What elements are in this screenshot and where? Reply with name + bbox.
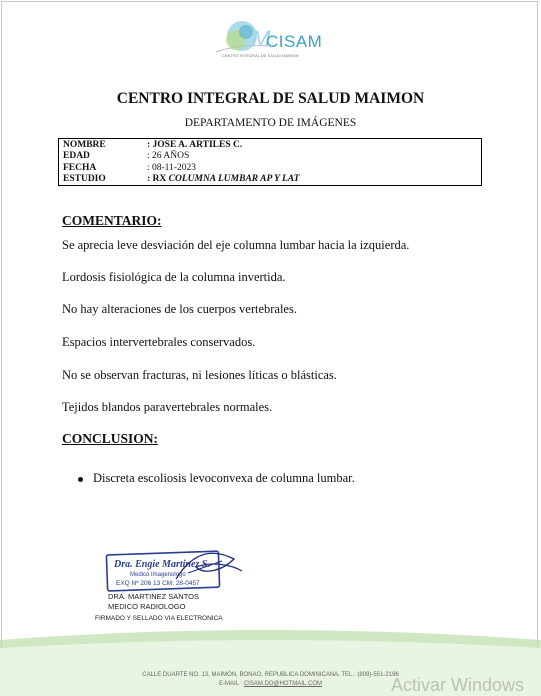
study-label: ESTUDIO [63,173,106,184]
svg-text:M: M [252,26,271,51]
cisam-logo [208,14,338,64]
patient-study-row [63,174,477,185]
comment-line: Espacios intervertebrales conservados. [62,335,256,349]
comment-line: Se aprecia leve desviación del eje columna lumbar hacia la izquierda. [62,238,410,252]
activation-watermark: Activar Windows [391,675,525,695]
patient-info-box [58,138,482,186]
study-prefix: : RX [147,173,167,184]
comment-line: No hay alteraciones de los cuerpos vertebrales. [62,302,297,316]
report-title: CENTRO INTEGRAL DE SALUD MAIMON [116,90,425,107]
doctor-role: MEDICO RADIOLOGO [108,602,186,611]
logo-tagline: CENTRO INTEGRAL DE SALUD MAIMON [222,53,299,58]
comment-line: No se observan fracturas, ni lesiones líticas o blásticas. [62,368,337,382]
stamp-name: Dra. Engie Martinez S. [114,559,210,570]
age-value: : 26 AÑOS [147,151,190,162]
department-subtitle: DEPARTAMENTO DE IMÁGENES [184,117,357,129]
date-value: : 08-11-2023 [147,162,196,173]
comment-line: Tejidos blandos paravertebrales normales. [62,400,273,414]
footer-email-link[interactable]: CISAM.DO@HOTMAIL.COM [243,681,322,687]
name-value: : JOSE A. ARTILES C. [147,140,243,150]
bullet-icon [78,477,83,482]
study-value: COLUMNA LUMBAR AP Y LAT [168,173,300,184]
stamp-title: Medico Imagenologo [130,572,186,578]
patient-age-row [63,151,477,162]
signature-block [108,592,199,612]
stamp-exeq: EXQ Nº 206 13 CM: 28-0457 [116,580,200,587]
comment-heading: COMENTARIO: [62,213,162,228]
patient-name-row [63,140,477,151]
comment-line: Lordosis fisiológica de la columna invertida. [62,270,286,284]
name-label: NOMBRE [63,140,106,150]
doctor-stamp [104,545,244,595]
logo-brand: CISAM [266,32,323,51]
signed-note: FIRMADO Y SELLADO VIA ELECTRONICA [95,615,223,622]
footer-email-label: E-MAIL : [219,681,243,687]
doctor-name: DRA. MARTINEZ SANTOS [108,592,199,601]
conclusion-heading: CONCLUSION: [62,431,159,446]
footer-address: CALLE DUARTE NO. 13, MAIMÓN, BONAO, REPUBLICA DOMINICANA, TEL.: (809)-551-2196 [142,672,399,678]
date-label: FECHA [63,162,97,173]
conclusion-item: Discreta escoliosis levoconvexa de columna lumbar. [93,471,355,485]
patient-date-row [63,163,477,174]
age-label: EDAD [63,151,90,162]
